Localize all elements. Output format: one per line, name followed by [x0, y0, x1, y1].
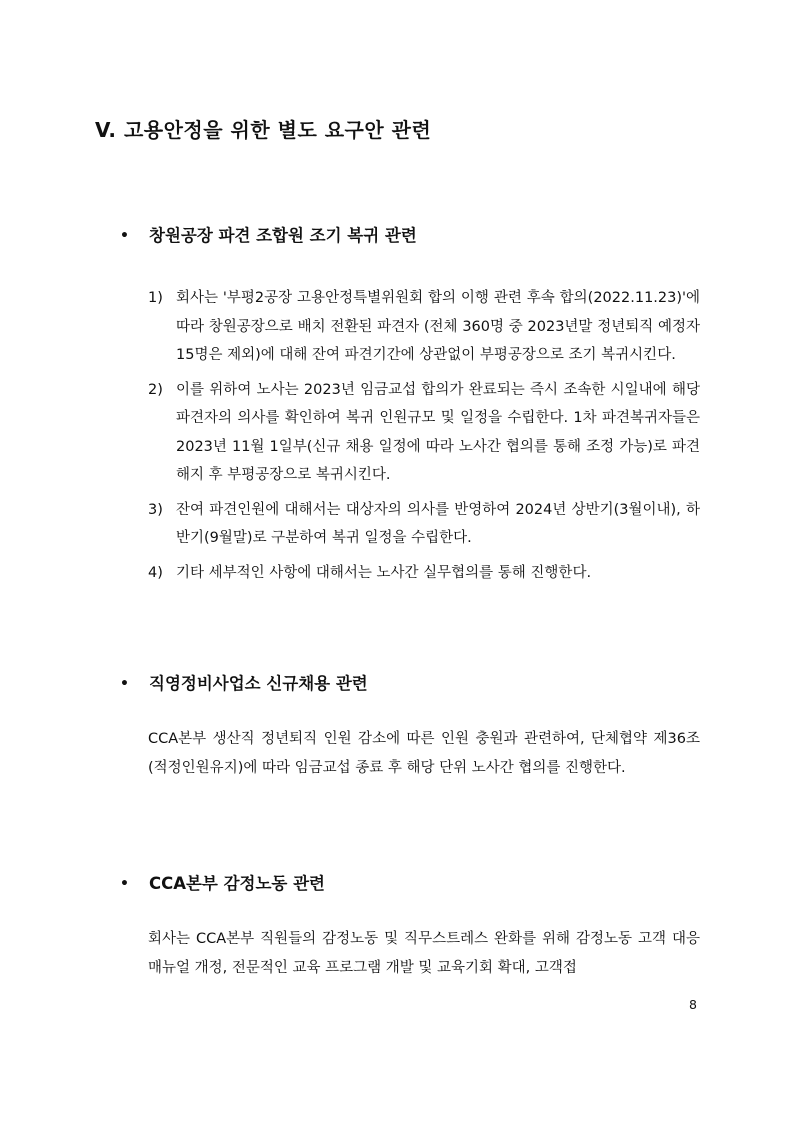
page-number: 8	[689, 997, 697, 1012]
item-text: 이를 위하여 노사는 2023년 임금교섭 합의가 완료되는 즉시 조속한 시일내에 해당 파견자의 의사를 확인하여 복귀 인원규모 및 일정을 수립한다. 1차 파견복귀자들은 2023년 11월 1일부(신규 채용 일정에 따라 노사간 협의를 통해 조정 가능)로 파견해지 후 부평공장으로 복귀시킨다.	[176, 381, 700, 483]
section-heading-text: 창원공장 파견 조합원 조기 복귀 관련	[149, 226, 417, 245]
section-heading-cca	[120, 870, 325, 894]
page-title: V. 고용안정을 위한 별도 요구안 관련	[95, 118, 432, 142]
numbered-list	[148, 284, 700, 593]
list-item	[148, 496, 700, 553]
item-number: 3)	[148, 501, 163, 518]
item-text: 회사는 '부평2공장 고용안정특별위원회 합의 이행 관련 후속 합의(2022.11.23)'에 따라 창원공장으로 배치 전환된 파견자 (전체 360명 중 2023년말 정년퇴직 예정자 15명은 제외)에 대해 잔여 파견기간에 상관없이 부평공장으로 조기 복귀시킨다.	[176, 290, 700, 363]
list-item	[148, 284, 700, 370]
item-text: 기타 세부적인 사항에 대해서는 노사간 실무협의를 통해 진행한다.	[176, 564, 592, 581]
item-text: 잔여 파견인원에 대해서는 대상자의 의사를 반영하여 2024년 상반기(3월이내), 하반기(9월말)로 구분하여 복귀 일정을 수립한다.	[176, 501, 700, 546]
bullet-icon: •	[120, 876, 129, 892]
section-paragraph: CCA본부 생산직 정년퇴직 인원 감소에 따른 인원 충원과 관련하여, 단체협약 제36조(적정인원유지)에 따라 임금교섭 종료 후 해당 단위 노사간 협의를 진행한다.	[148, 731, 700, 776]
section-heading-text: CCA본부 감정노동 관련	[149, 874, 325, 893]
item-number: 2)	[148, 381, 163, 398]
item-number: 1)	[148, 290, 163, 306]
section-heading-text: 직영정비사업소 신규채용 관련	[149, 674, 368, 693]
list-item	[148, 559, 700, 588]
list-item	[148, 376, 700, 490]
bullet-icon: •	[120, 228, 129, 244]
section-paragraph: 회사는 CCA본부 직원들의 감정노동 및 직무스트레스 완화를 위해 감정노동 고객 대응 매뉴얼 개정, 전문적인 교육 프로그램 개발 및 교육기회 확대, 고객접	[148, 931, 700, 976]
section-heading-service-center	[120, 670, 368, 694]
bullet-icon: •	[120, 676, 129, 692]
item-number: 4)	[148, 564, 163, 581]
section-heading-changwon	[120, 222, 417, 246]
